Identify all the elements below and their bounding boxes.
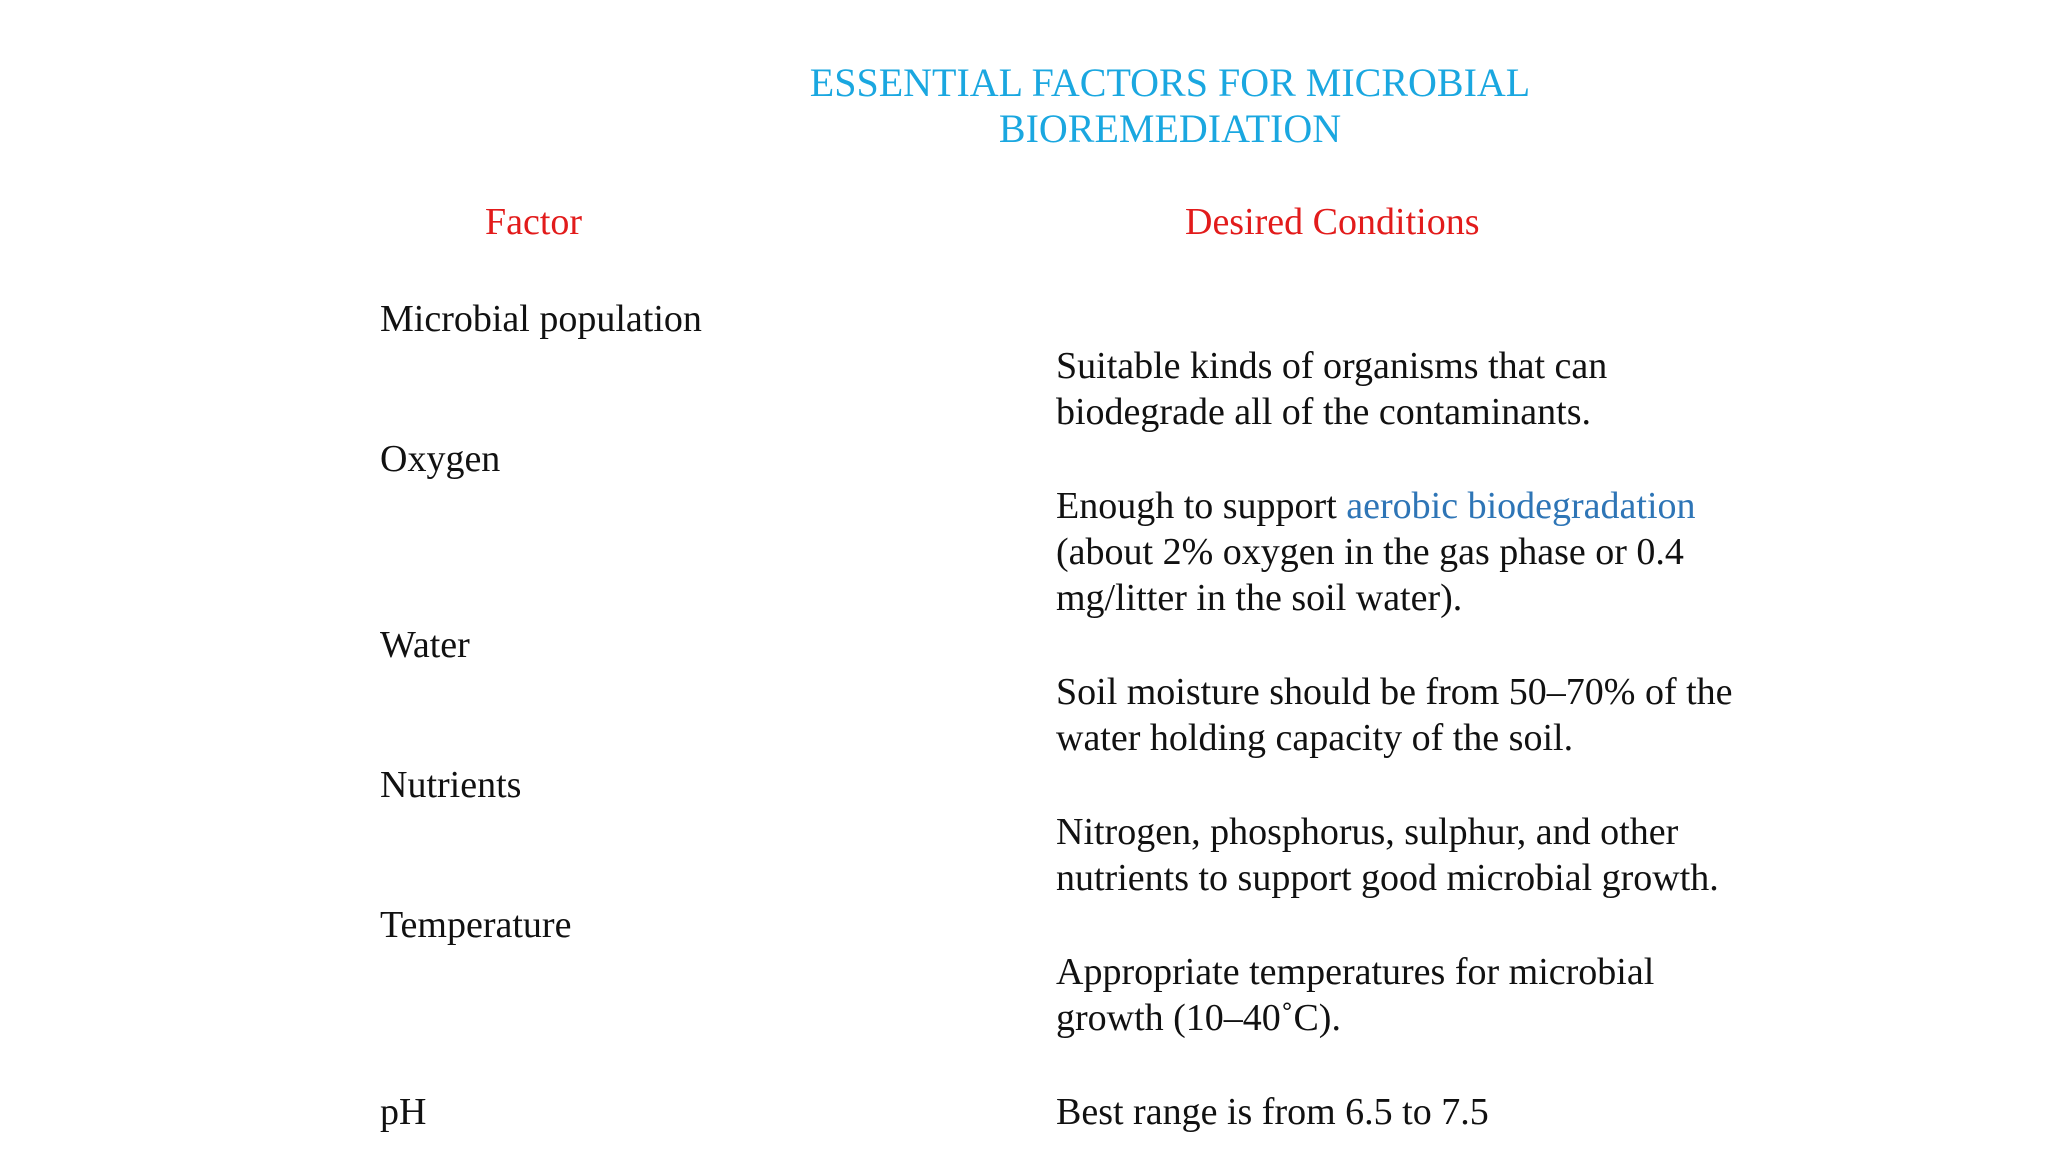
condition-water: Soil moisture should be from 50–70% of the water holding capacity of the soil. [1056, 671, 1733, 759]
factor-ph: pH [380, 1091, 427, 1133]
condition-microbial-population: Suitable kinds of organisms that can biodegrade all of the contaminants. [1056, 345, 1608, 433]
condition-oxygen-text-after: (about 2% oxygen in the gas phase or 0.4 mg/litter in the soil water). [1056, 531, 1684, 619]
factor-water: Water [380, 624, 470, 666]
factor-temperature: Temperature [380, 904, 572, 946]
slide-title-line-2: BIOREMEDIATION [998, 106, 1342, 151]
condition-nutrients: Nitrogen, phosphorus, sulphur, and other nutrients to support good microbial growth. [1056, 811, 1719, 899]
factor-nutrients: Nutrients [380, 764, 522, 806]
factor-oxygen: Oxygen [380, 438, 501, 480]
factor-microbial-population: Microbial population [380, 298, 702, 340]
slide-title [640, 60, 1700, 152]
conditions-column-header: Desired Conditions [1185, 201, 1480, 243]
factor-column-header: Factor [485, 201, 583, 243]
condition-temperature: Appropriate temperatures for microbial growth (10–40˚C). [1056, 951, 1655, 1039]
condition-ph: Best range is from 6.5 to 7.5 [1056, 1091, 1489, 1133]
slide-title-line-1: ESSENTIAL FACTORS FOR MICROBIAL [809, 60, 1531, 105]
condition-oxygen [1056, 483, 1816, 621]
condition-oxygen-text-before: Enough to support [1056, 485, 1347, 527]
aerobic-biodegradation-link[interactable]: aerobic biodegradation [1346, 485, 1696, 527]
